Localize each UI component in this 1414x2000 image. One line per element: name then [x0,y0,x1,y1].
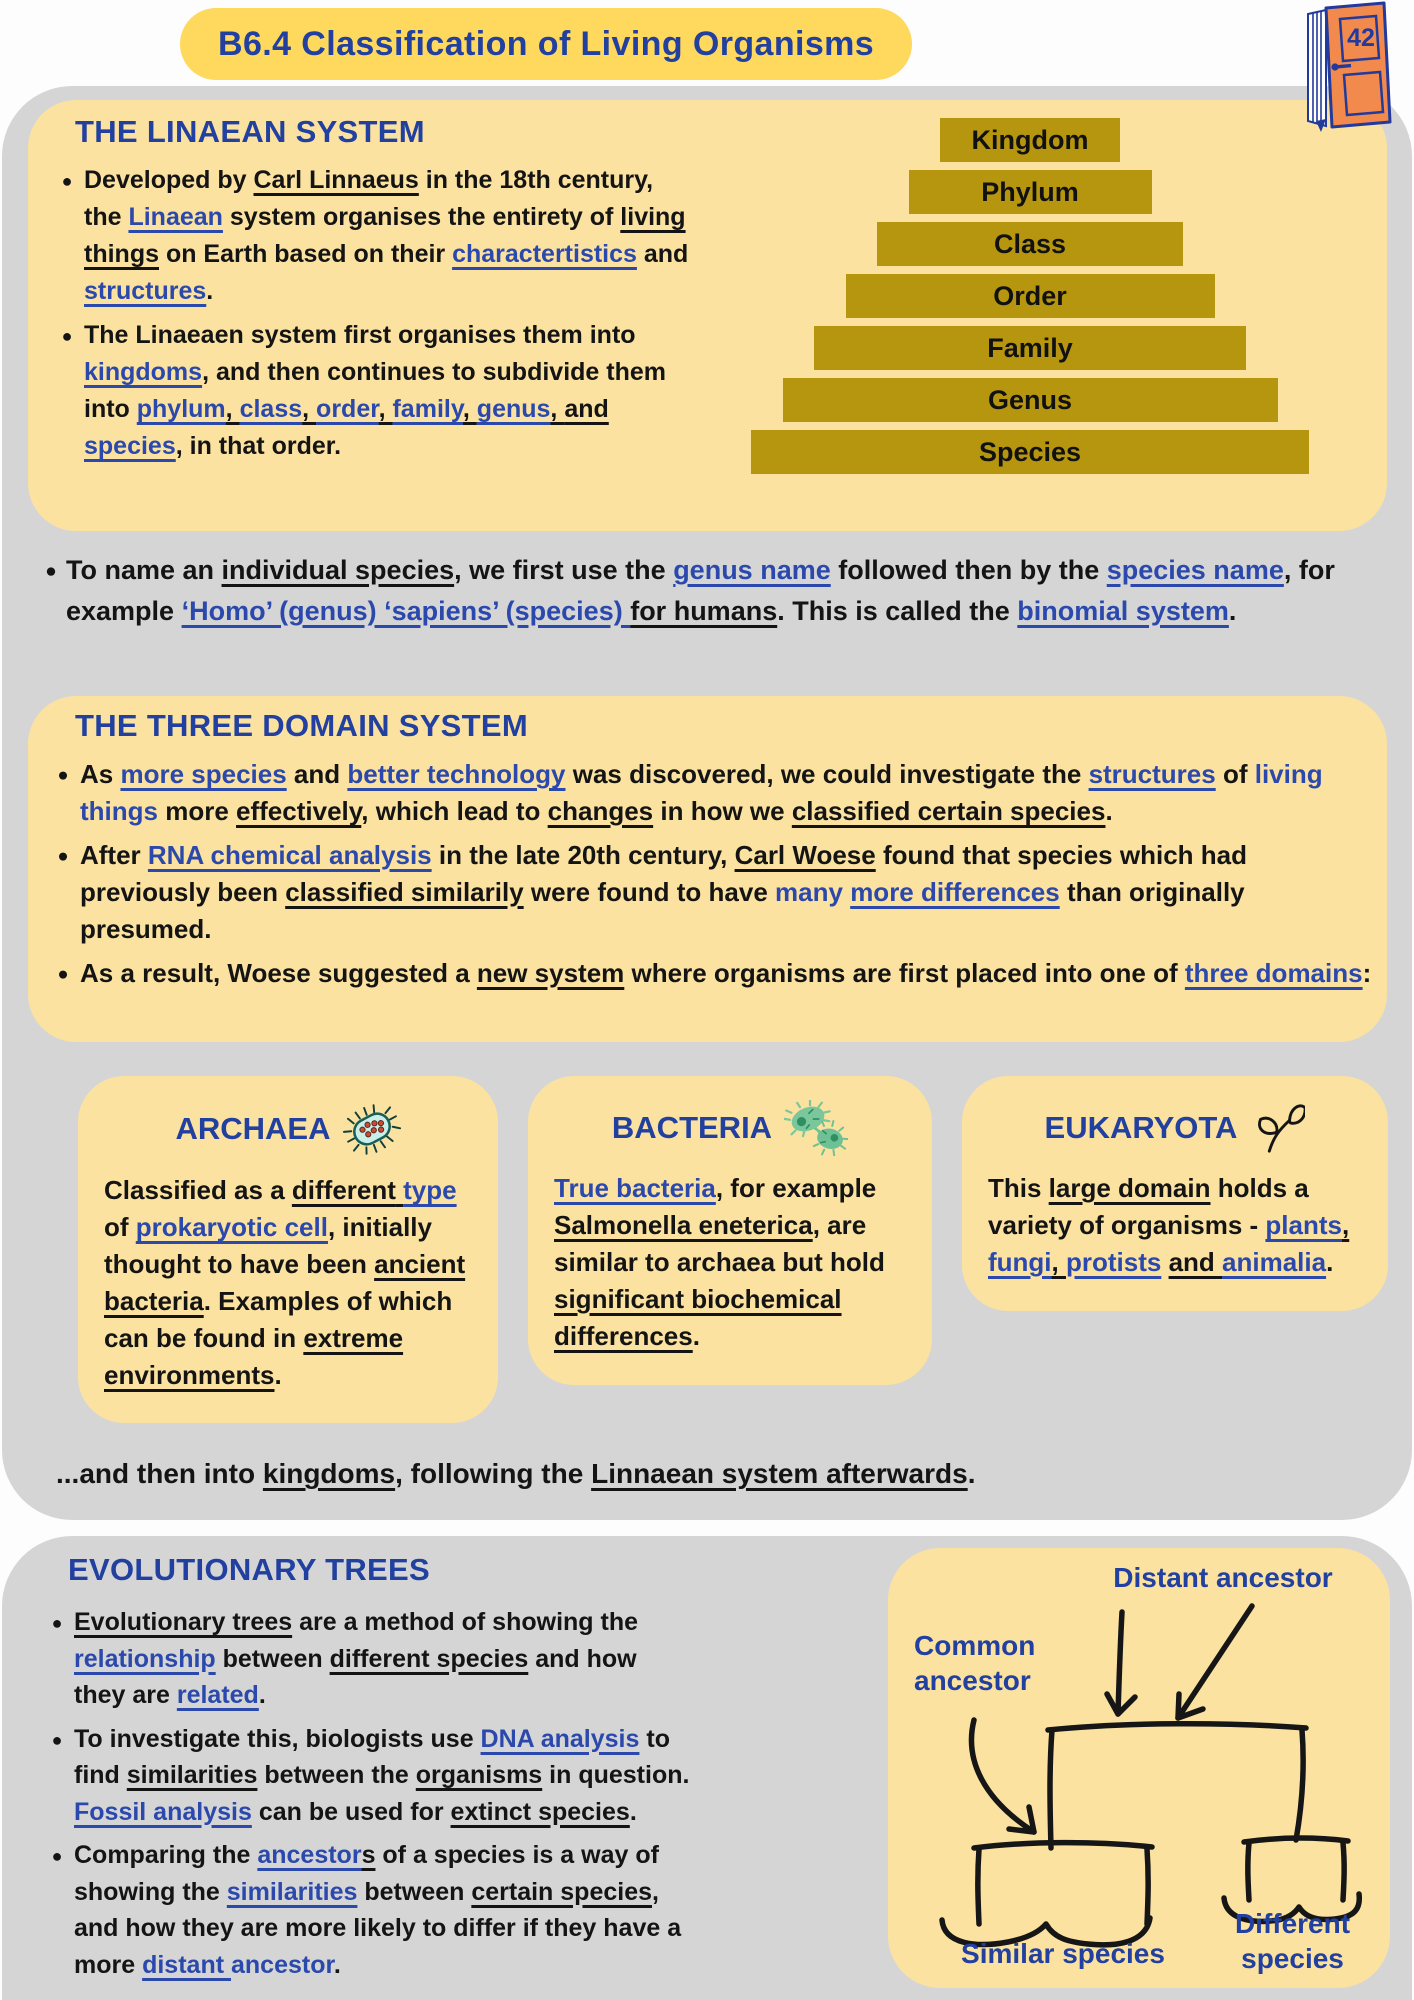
text-segment: of a species is a way of showing the [74,1841,659,1906]
bullet-dot: ● [51,1613,63,1633]
domain-card-body [104,1172,472,1393]
bullet-item [40,1721,690,1831]
text-segment: species name [1106,555,1284,585]
text-segment: between the [257,1761,416,1789]
pyramid-level-order: Order [846,274,1215,318]
text-segment: ancient bacteria [104,1248,466,1316]
text-segment: distant [142,1950,231,1979]
text-segment: Classified as a [104,1175,292,1205]
text-segment: different [291,1175,396,1205]
text-segment: . [967,1458,976,1489]
plant-sprout-icon [1249,1100,1305,1156]
text-segment: , following the [395,1458,592,1489]
text-segment: relationship [74,1644,216,1673]
text-segment: was discovered, we could investigate the [565,759,1089,789]
domain-card-name: EUKARYOTA [1044,1110,1238,1145]
text-segment: similarities [226,1877,358,1906]
text-segment: , in that order. [175,432,342,460]
text-segment: , and then continues to subdivide them into [84,358,666,423]
text-segment: . [274,1359,282,1390]
text-segment: Fossil analysis [74,1797,252,1826]
text-segment: were found to have [523,876,776,907]
text-segment: , [1051,1246,1066,1277]
text-segment: living things [84,203,686,268]
text-segment: are a method of showing the [292,1608,639,1636]
text-segment: . Examples of which can be found in [104,1285,453,1353]
text-segment: and [286,759,348,789]
text-segment: more species [120,759,287,789]
bullet-text [74,1837,690,1983]
text-segment: family [392,395,463,423]
text-segment: , [462,395,477,423]
bullet-dot: ● [57,764,69,785]
text-segment: structures [1088,759,1216,789]
text-segment: charactertistics [452,240,637,268]
text-segment: , [302,395,317,423]
text-segment: similarities [126,1761,258,1789]
text-segment: : [1362,957,1372,988]
text-segment: kingdoms [262,1458,396,1489]
text-segment: than originally presumed. [80,876,1245,944]
bullet-text [80,756,1374,830]
pyramid-level-class: Class [877,222,1183,266]
text-segment: organisms [415,1761,543,1789]
text-segment: . [333,1950,341,1979]
binomial-note [36,550,1388,631]
text-segment: classified similarily [285,876,524,907]
bullet-text [84,317,695,465]
text-segment: to find [74,1724,670,1789]
tree-label-similar-species: Similar species [961,1938,1165,1969]
text-segment: , are similar to archaea but hold [554,1209,885,1277]
text-segment: system organises the entirety of [222,203,621,231]
text-segment: and how they are [74,1644,637,1709]
archaea-microbe-icon [343,1100,401,1158]
domain-card-bacteria [528,1076,932,1385]
text-segment: effectively [236,795,362,826]
text-segment: . [1228,595,1237,626]
text-segment: binomial system [1017,595,1229,626]
pyramid-level-species: Species [751,430,1309,474]
text-segment: . [1105,795,1113,826]
bullet-text [74,1721,690,1831]
bullet-item [40,1837,690,1983]
text-segment: and [564,395,609,423]
bullet-text [84,162,695,310]
text-segment: plants [1265,1209,1342,1240]
evolutionary-bullets [40,1604,690,1990]
text-segment: Comparing the [74,1841,258,1869]
bullet-item [46,837,1374,948]
text-segment: RNA chemical analysis [147,839,432,870]
text-segment: better technology [347,759,566,789]
text-segment: in question. [542,1761,690,1789]
text-segment: As [80,759,121,789]
text-segment: After [80,839,148,870]
domain-card-title [988,1100,1362,1156]
text-segment: Developed by [84,166,254,194]
taxonomy-pyramid [730,118,1330,482]
text-segment: s [361,1841,376,1869]
text-segment: different species [329,1644,529,1673]
text-segment: and [1168,1246,1223,1277]
text-segment: genus name [673,555,831,585]
bullet-dot: ● [57,844,69,866]
text-segment: significant biochemical differences [554,1283,842,1351]
text-segment: . [1326,1246,1334,1277]
text-segment: more [158,795,237,826]
bullet-dot: ● [57,962,69,984]
text-segment: more differences [850,876,1060,907]
text-segment: Linnaean system afterwards [591,1458,968,1489]
text-segment: type [403,1175,457,1205]
text-segment: followed then by the [830,555,1107,585]
text-segment: certain species [471,1877,653,1906]
tree-label-different-species: Different species [1234,1908,1351,1974]
text-segment: . [206,277,214,305]
text-segment: changes [547,795,654,826]
text-segment: . [258,1681,266,1709]
text-segment: This [988,1173,1049,1203]
bullet-dot: ● [61,171,73,191]
bullet-text [80,837,1374,948]
text-segment: protists [1065,1246,1162,1277]
text-segment: extinct species [450,1797,630,1826]
domain-card-title [554,1100,906,1156]
bullet-item [46,955,1374,992]
text-segment: species [84,432,176,460]
bullet-item [46,756,1374,830]
text-segment: extreme environments [104,1322,404,1390]
text-segment: , and how they are more likely to differ if they have a more [74,1877,682,1979]
text-segment: , [378,395,393,423]
text-segment: structures [84,277,207,305]
text-segment: Evolutionary trees [74,1608,293,1636]
text-segment: , [225,395,240,423]
text-segment: kingdoms [84,358,203,386]
text-segment: , [1342,1209,1350,1240]
text-segment: To name an [66,555,222,585]
tree-label-common-ancestor: Common ancestor [914,1630,1036,1696]
text-segment: animalia [1222,1246,1327,1277]
three-domain-bullets [46,756,1374,998]
text-segment: The Linaeaen system first organises them into [84,321,636,349]
text-segment: ...and then into [56,1458,263,1489]
evolutionary-tree-diagram [888,1548,1390,1988]
text-segment: To investigate this, biologists use [74,1724,481,1753]
text-segment: class [239,395,303,423]
domain-card-archaea [78,1076,498,1423]
domain-card-name: BACTERIA [611,1110,773,1145]
text-segment: , for example [715,1173,877,1203]
text-segment: classified certain species [791,795,1106,826]
bullet-dot: ● [61,326,73,346]
text-segment: individual species [221,555,455,585]
text-segment: for humans [630,595,778,626]
text-segment: phylum [136,395,226,423]
text-segment: Carl Linnaeus [253,166,419,194]
bullet-dot: ● [45,560,57,582]
linnaean-bullets [50,162,695,472]
three-domain-heading: THE THREE DOMAIN SYSTEM [75,708,528,743]
text-segment: where organisms are first placed into one of [624,957,1185,988]
text-segment: ancestor [257,1841,362,1869]
pyramid-level-genus: Genus [783,378,1278,422]
bullet-text [74,1604,690,1714]
text-segment: Salmonella eneterica [554,1209,813,1240]
text-segment: As a result, Woese suggested a [80,957,477,988]
text-segment: genus [476,395,551,423]
text-segment: in the 18th century, the [84,166,654,231]
text-segment: can be used for [251,1797,451,1826]
text-segment: prokaryotic cell [135,1211,328,1242]
evolutionary-heading: EVOLUTIONARY TREES [68,1552,430,1587]
binomial-note-text [66,550,1388,631]
text-segment: between [215,1644,330,1673]
text-segment: . [692,1320,700,1351]
text-segment: on Earth based on their [159,240,453,268]
tree-label-distant-ancestor: Distant ancestor [1113,1562,1333,1593]
text-segment: , which lead to [361,795,548,826]
text-segment: order [316,395,379,423]
bullet-item [40,1604,690,1714]
text-segment: , initially thought to have been [104,1211,432,1279]
domain-card-title [104,1100,472,1158]
text-segment: in how we [653,795,792,826]
text-segment: Carl Woese [734,839,876,870]
door-42-icon [1288,0,1398,132]
domain-card-name: ARCHAEA [175,1111,331,1146]
bullet-item [50,317,695,465]
text-segment: between [357,1877,472,1906]
kingdoms-note [56,1458,1206,1490]
text-segment: , [550,395,565,423]
text-segment: large domain [1048,1173,1211,1203]
text-segment: found that species which had previously been [80,839,1247,907]
bullet-dot: ● [51,1729,63,1750]
text-segment: fungi [988,1246,1052,1277]
text-segment: of [1215,759,1255,789]
text-segment: ancestor [231,1950,334,1979]
text-segment: new system [476,957,625,988]
bullet-text [80,955,1374,992]
domain-card-body [554,1170,906,1355]
text-segment: . This is called the [777,595,1018,626]
door-number: 42 [1347,24,1375,52]
text-segment: Linaean [128,203,223,231]
bullet-dot: ● [51,1846,63,1866]
linnaean-heading: THE LINAEAN SYSTEM [75,114,425,149]
pyramid-level-family: Family [814,326,1246,370]
page-title: B6.4 Classification of Living Organisms [180,8,912,80]
bacteria-microbes-icon [784,1100,848,1156]
domain-card-eukaryota [962,1076,1388,1311]
text-segment: ‘Homo’ (genus) ‘sapiens’ (species) [181,595,631,626]
pyramid-level-phylum: Phylum [909,170,1152,214]
text-segment: of [104,1211,136,1242]
bullet-item [50,162,695,310]
pyramid-level-kingdom: Kingdom [940,118,1120,162]
text-segment: , we first use the [454,555,674,585]
text-segment: in the late 20th century, [431,839,735,870]
domain-card-body [988,1170,1362,1281]
text-segment [1161,1247,1168,1277]
text-segment: living things [80,759,1323,826]
text-segment: and [636,240,689,268]
text-segment: three domains [1184,957,1363,988]
text-segment: many [775,876,843,907]
text-segment: related [176,1681,259,1709]
text-segment: , for example [66,555,1335,626]
text-segment: . [629,1797,637,1826]
text-segment: True bacteria [554,1173,716,1203]
text-segment: DNA analysis [480,1724,640,1753]
text-segment: holds a variety of organisms - [988,1173,1309,1240]
